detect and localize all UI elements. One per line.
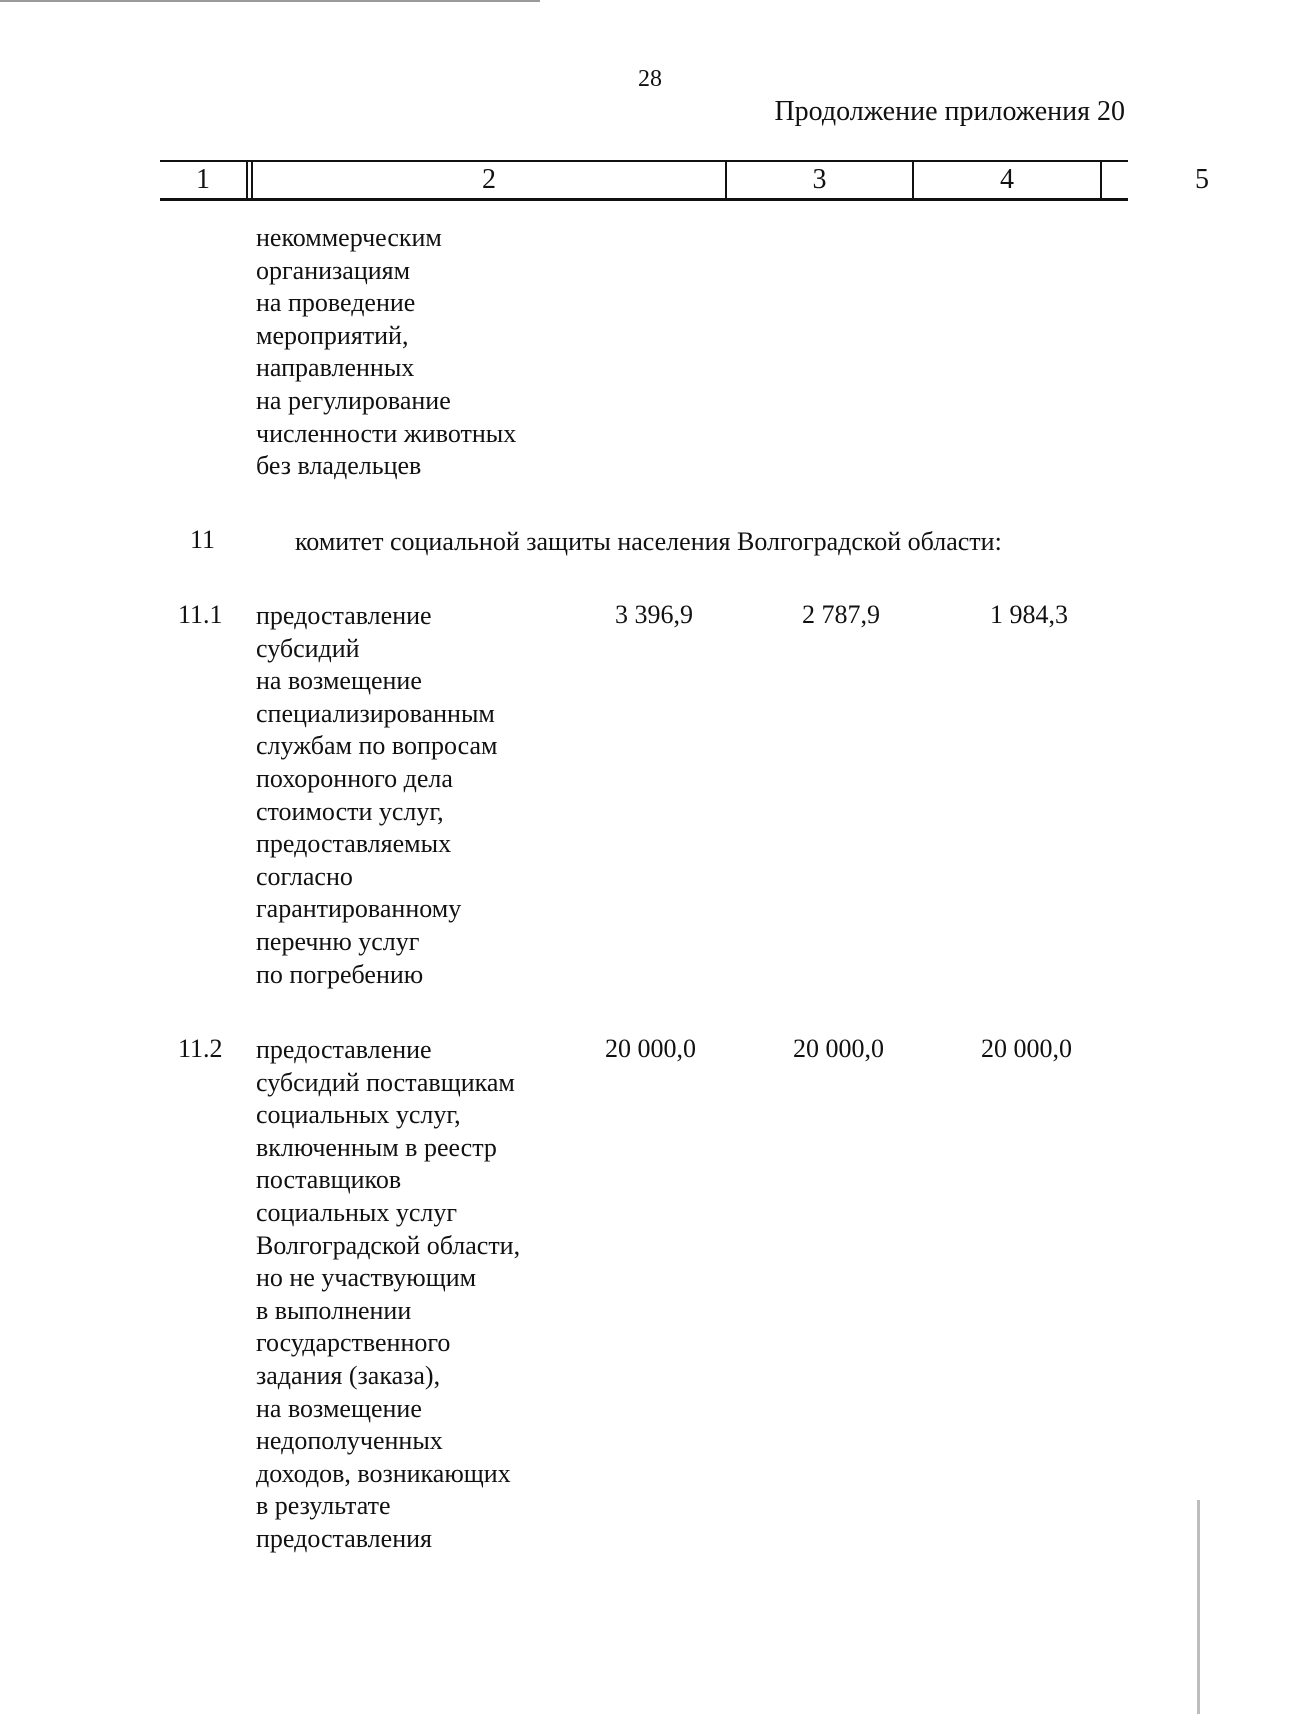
description-line: субсидий [256,633,360,663]
description-line: организациям [256,255,411,285]
row-value-col3: 20 000,0 [605,1034,696,1063]
description-line: на возмещение [256,1393,422,1423]
scan-artifact-top-line [0,0,540,2]
description-line: численности животных [256,418,517,448]
row-description [256,600,497,991]
description-line: поставщиков [256,1165,402,1195]
row-value-col4: 20 000,0 [793,1034,884,1063]
description-line: стоимости услуг, [256,796,444,826]
column-divider [246,162,248,198]
row-number: 11.1 [178,600,223,629]
description-line: в выполнении [256,1295,412,1325]
row-number: 11.2 [178,1034,223,1063]
scan-artifact-right-edge [1197,1500,1200,1714]
description-line: государственного [256,1328,451,1358]
description-line: специализированным [256,698,495,728]
description-line: похоронного дела [256,763,453,793]
description-line: предоставление [256,601,432,630]
description-line: некоммерческим [256,223,442,252]
column-header-4: 4 [1000,164,1014,195]
description-line: в результате [256,1491,391,1521]
column-header-2: 2 [482,164,496,195]
description-line: на возмещение [256,666,422,696]
column-header-3: 3 [812,164,827,195]
description-line: гарантированному [256,894,462,924]
description-line: согласно [256,861,353,891]
description-line: субсидий поставщикам [256,1067,515,1097]
row-value-col5: 20 000,0 [981,1034,1072,1063]
table-column-header-row [160,160,1209,201]
carryover-description [256,222,516,483]
description-line: задания (заказа), [256,1360,441,1390]
description-line: перечню услуг [256,926,420,956]
continuation-title: Продолжение приложения 20 [774,96,1125,127]
description-line: социальных услуг, [256,1100,461,1130]
row-value-col3: 3 396,9 [615,600,693,629]
description-line: Волгоградской области, [256,1230,521,1260]
column-header-1: 1 [196,164,210,195]
description-line: доходов, возникающих [256,1458,511,1488]
row-description [256,1034,520,1556]
description-line: недополученных [256,1426,443,1456]
description-line: предоставление [256,1035,432,1064]
row-value-col4: 2 787,9 [802,600,880,629]
description-line: на регулирование [256,385,451,415]
section-title: комитет социальной защиты населения Волгоградской области: [295,527,1002,556]
description-line: мероприятий, [256,320,409,350]
description-line: предоставляемых [256,829,452,859]
description-line: на проведение [256,288,416,318]
description-line: предоставления [256,1523,432,1553]
description-line: социальных услуг [256,1197,458,1227]
section-number: 11 [190,525,216,554]
description-line: службам по вопросам [256,731,498,761]
column-header-5: 5 [1195,164,1209,195]
description-line: по погребению [256,959,424,989]
description-line: но не участвующим [256,1263,477,1293]
description-line: включенным в реестр [256,1132,497,1162]
page-number: 28 [638,66,662,92]
row-value-col5: 1 984,3 [990,600,1068,629]
description-line: без владельцев [256,451,422,481]
description-line: направленных [256,353,415,383]
